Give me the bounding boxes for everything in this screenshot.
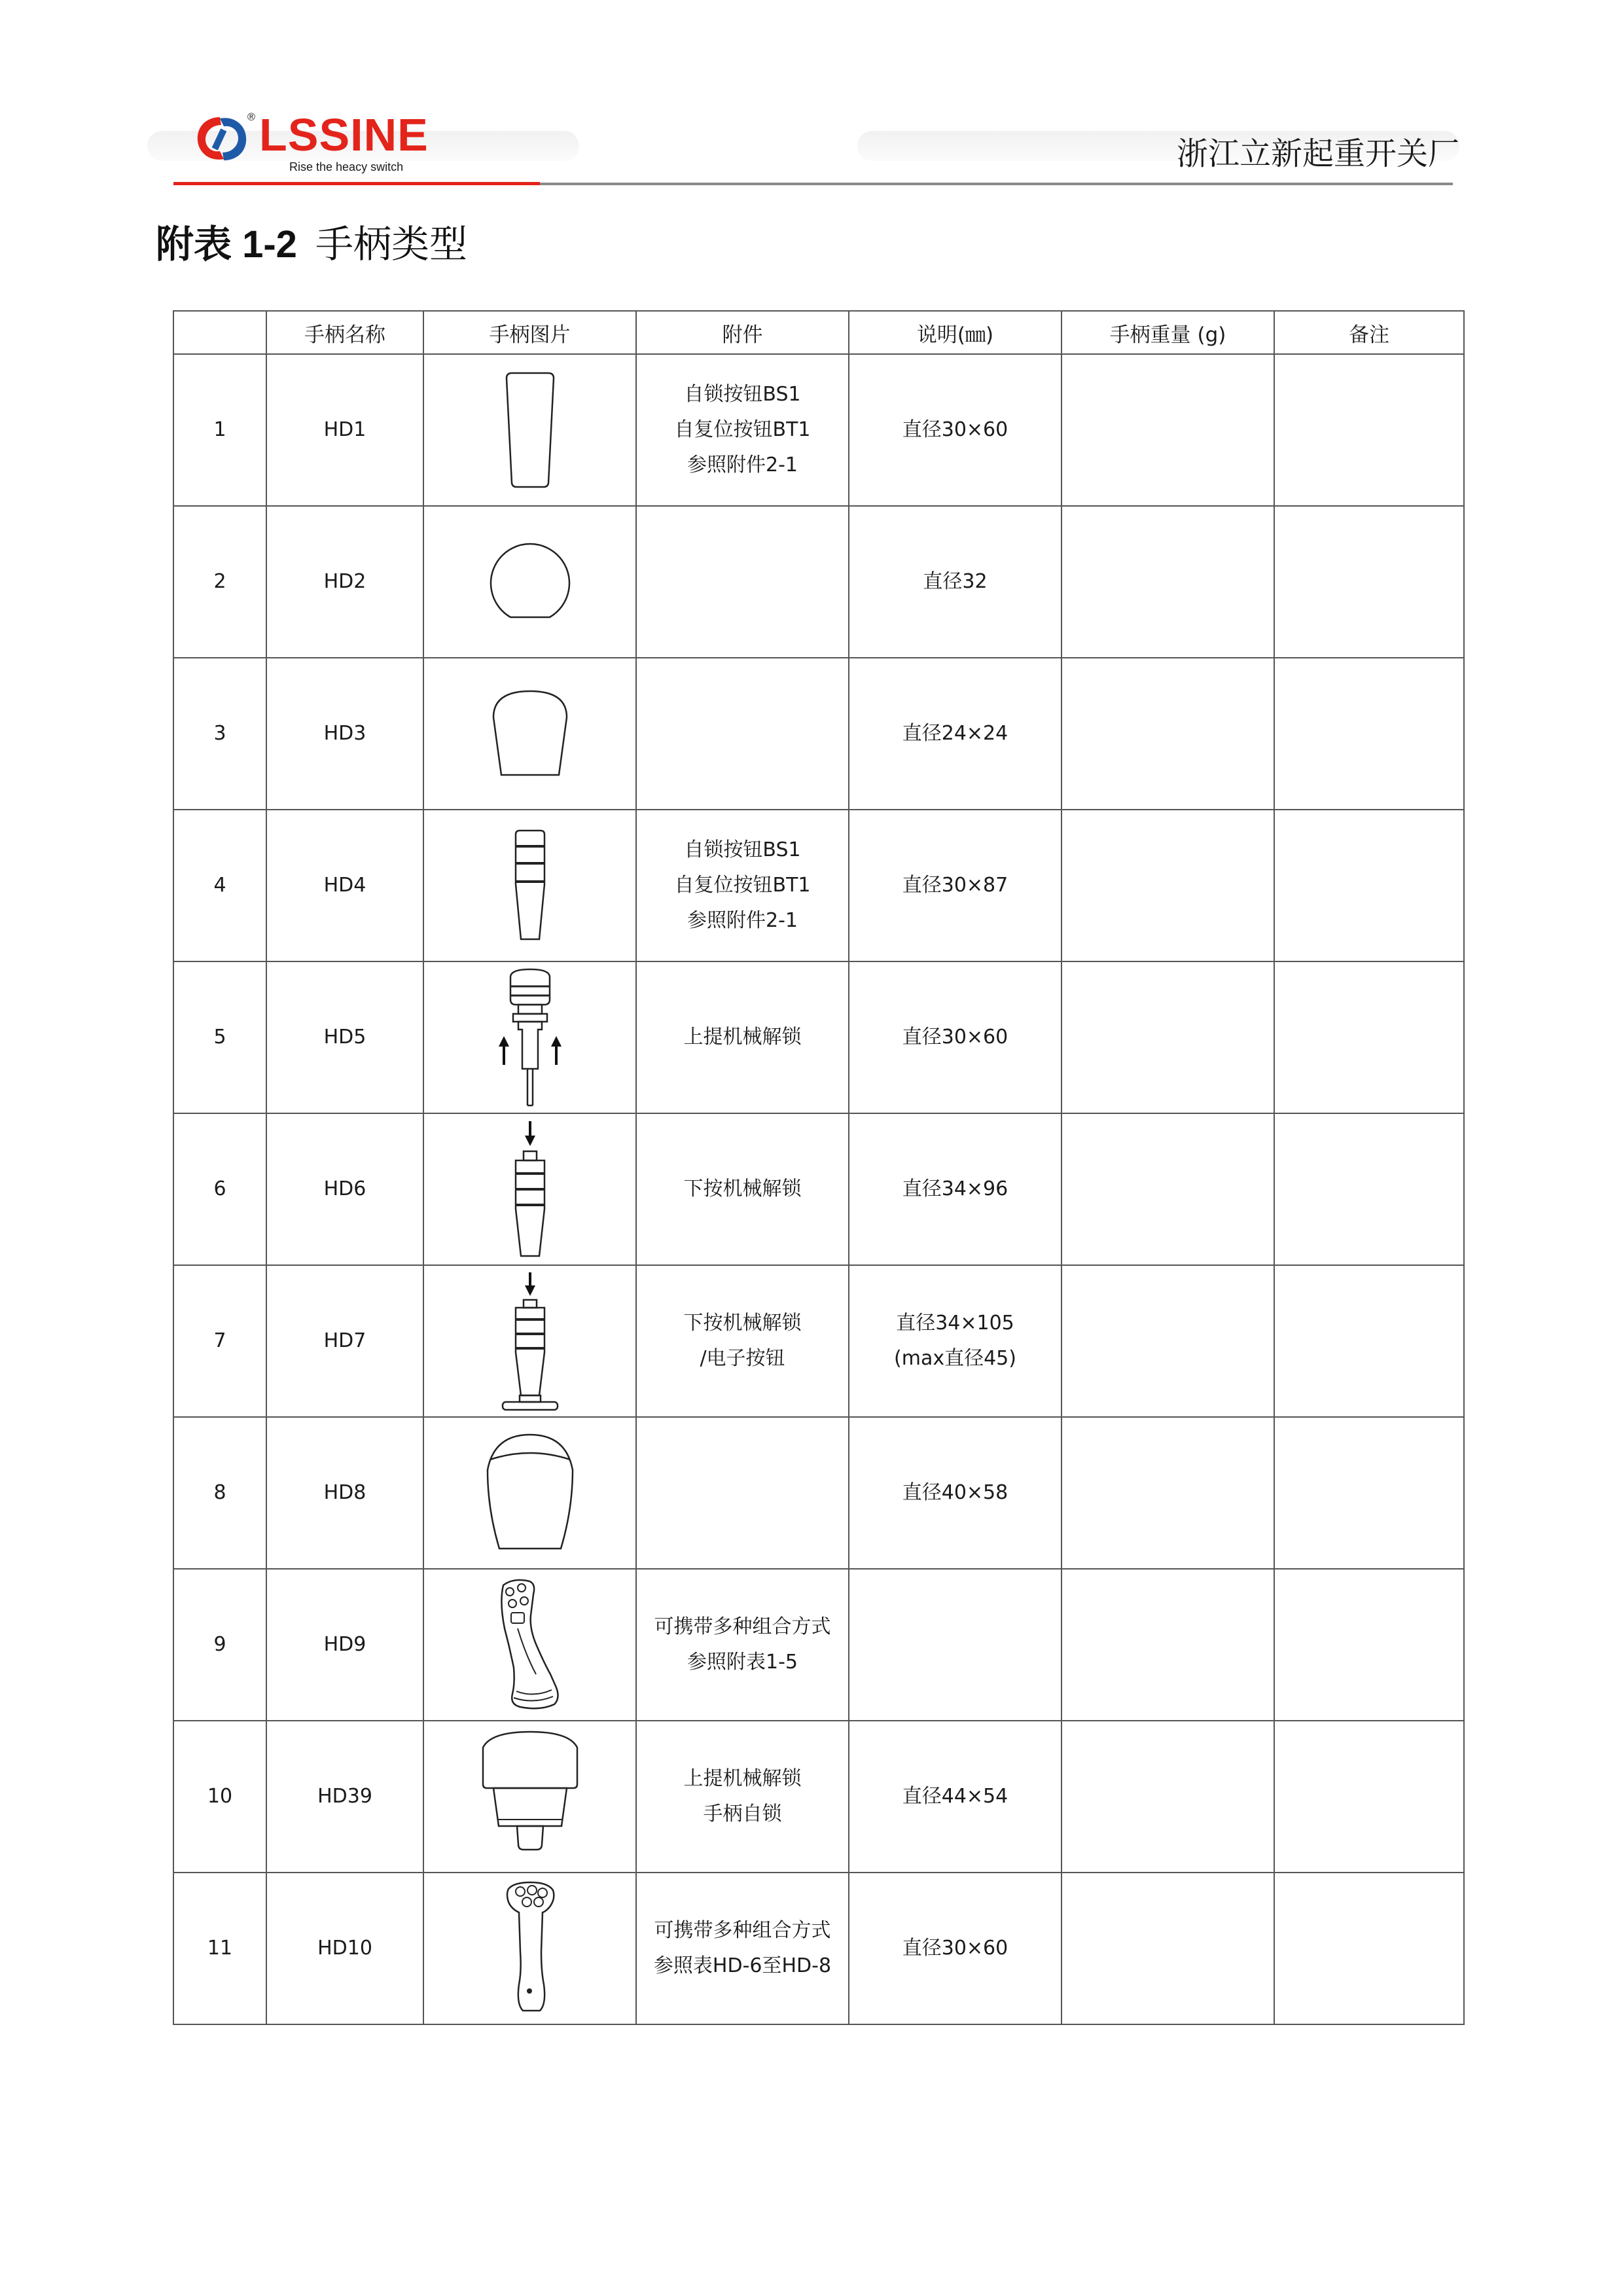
weight — [1061, 810, 1274, 961]
handle-type-table — [173, 310, 1465, 2025]
table-row — [173, 354, 1464, 506]
column-header-index — [173, 311, 266, 354]
table-row — [173, 1417, 1464, 1569]
handle-hd1-icon — [491, 368, 569, 492]
handle-image — [423, 506, 636, 658]
handle-image — [423, 1417, 636, 1569]
header-rule-red — [173, 182, 540, 185]
row-index: 9 — [173, 1569, 266, 1721]
brand-tagline: Rise the heacy switch — [289, 160, 404, 173]
accessory: 上提机械解锁 — [636, 961, 849, 1113]
row-index: 6 — [173, 1113, 266, 1265]
remark — [1274, 658, 1464, 810]
column-header-name: 手柄名称 — [266, 311, 423, 354]
handle-image — [423, 1721, 636, 1873]
remark — [1274, 1569, 1464, 1721]
company-name: 浙江立新起重开关厂 — [1176, 135, 1459, 172]
row-index: 5 — [173, 961, 266, 1113]
table-header-row — [173, 311, 1464, 354]
handle-image — [423, 1569, 636, 1721]
table-row — [173, 810, 1464, 961]
weight — [1061, 961, 1274, 1113]
weight — [1061, 506, 1274, 658]
handle-hd5-icon — [491, 967, 569, 1108]
description: 直径34×96 — [849, 1113, 1061, 1265]
row-index: 4 — [173, 810, 266, 961]
remark — [1274, 1113, 1464, 1265]
row-index: 10 — [173, 1721, 266, 1873]
remark — [1274, 354, 1464, 506]
table-row — [173, 1873, 1464, 2024]
handle-name: HD6 — [266, 1113, 423, 1265]
remark — [1274, 506, 1464, 658]
table-row — [173, 1721, 1464, 1873]
registered-mark: ® — [246, 111, 257, 123]
handle-hd6-icon — [497, 1119, 563, 1260]
weight — [1061, 1873, 1274, 2024]
page-title — [156, 213, 467, 268]
row-index: 7 — [173, 1265, 266, 1417]
weight — [1061, 1569, 1274, 1721]
accessory: 上提机械解锁 手柄自锁 — [636, 1721, 849, 1873]
table-row — [173, 961, 1464, 1113]
handle-name: HD10 — [266, 1873, 423, 2024]
table-row — [173, 1113, 1464, 1265]
remark — [1274, 810, 1464, 961]
accessory: 自锁按钮BS1 自复位按钮BT1 参照附件2-1 — [636, 810, 849, 961]
description: 直径40×58 — [849, 1417, 1061, 1569]
handle-hd39-icon — [478, 1728, 582, 1865]
remark — [1274, 1265, 1464, 1417]
handle-name: HD7 — [266, 1265, 423, 1417]
logo-mark-icon — [194, 113, 250, 164]
handle-hd4-icon — [497, 827, 563, 944]
handle-name: HD3 — [266, 658, 423, 810]
row-index: 11 — [173, 1873, 266, 2024]
description: 直径32 — [849, 506, 1061, 658]
column-header-accessory: 附件 — [636, 311, 849, 354]
accessory — [636, 506, 849, 658]
weight — [1061, 658, 1274, 810]
accessory — [636, 1417, 849, 1569]
handle-hd10-icon — [494, 1880, 566, 2017]
handle-name: HD8 — [266, 1417, 423, 1569]
table-row — [173, 1569, 1464, 1721]
accessory: 可携带多种组合方式 参照附表1-5 — [636, 1569, 849, 1721]
remark — [1274, 1417, 1464, 1569]
row-index: 3 — [173, 658, 266, 810]
weight — [1061, 354, 1274, 506]
handle-hd7-icon — [491, 1270, 569, 1412]
column-header-description: 说明(㎜) — [849, 311, 1061, 354]
accessory: 自锁按钮BS1 自复位按钮BT1 参照附件2-1 — [636, 354, 849, 506]
handle-name: HD4 — [266, 810, 423, 961]
handle-name: HD9 — [266, 1569, 423, 1721]
handle-image — [423, 961, 636, 1113]
table-row — [173, 1265, 1464, 1417]
handle-image — [423, 1265, 636, 1417]
column-header-remark: 备注 — [1274, 311, 1464, 354]
description: 直径24×24 — [849, 658, 1061, 810]
handle-name: HD5 — [266, 961, 423, 1113]
description: 直径34×105 (max直径45) — [849, 1265, 1061, 1417]
handle-name: HD39 — [266, 1721, 423, 1873]
handle-image — [423, 1113, 636, 1265]
handle-name: HD1 — [266, 354, 423, 506]
remark — [1274, 961, 1464, 1113]
row-index: 2 — [173, 506, 266, 658]
description: 直径30×60 — [849, 961, 1061, 1113]
description: 直径30×60 — [849, 354, 1061, 506]
description: 直径44×54 — [849, 1721, 1061, 1873]
description: 直径30×60 — [849, 1873, 1061, 2024]
remark — [1274, 1721, 1464, 1873]
accessory: 可携带多种组合方式 参照表HD-6至HD-8 — [636, 1873, 849, 2024]
handle-hd8-icon — [481, 1431, 579, 1555]
weight — [1061, 1265, 1274, 1417]
page-title-name: 手柄类型 — [315, 222, 467, 266]
weight — [1061, 1721, 1274, 1873]
header-rule-gray — [540, 183, 1453, 185]
handle-hd2-icon — [484, 536, 576, 628]
handle-image — [423, 658, 636, 810]
accessory: 下按机械解锁 — [636, 1113, 849, 1265]
handle-hd9-icon — [488, 1576, 573, 1713]
handle-hd3-icon — [484, 685, 576, 783]
table-row — [173, 506, 1464, 658]
handle-name: HD2 — [266, 506, 423, 658]
description: 直径30×87 — [849, 810, 1061, 961]
accessory: 下按机械解锁 /电子按钮 — [636, 1265, 849, 1417]
brand-name: LSSINE — [259, 109, 429, 160]
handle-image — [423, 810, 636, 961]
column-header-image: 手柄图片 — [423, 311, 636, 354]
column-header-weight: 手柄重量 (g) — [1061, 311, 1274, 354]
remark — [1274, 1873, 1464, 2024]
row-index: 1 — [173, 354, 266, 506]
brand-logo — [194, 108, 455, 180]
table-row — [173, 658, 1464, 810]
weight — [1061, 1113, 1274, 1265]
accessory — [636, 658, 849, 810]
page-title-number: 附表 1-2 — [156, 223, 297, 266]
handle-image — [423, 1873, 636, 2024]
description — [849, 1569, 1061, 1721]
weight — [1061, 1417, 1274, 1569]
row-index: 8 — [173, 1417, 266, 1569]
handle-image — [423, 354, 636, 506]
